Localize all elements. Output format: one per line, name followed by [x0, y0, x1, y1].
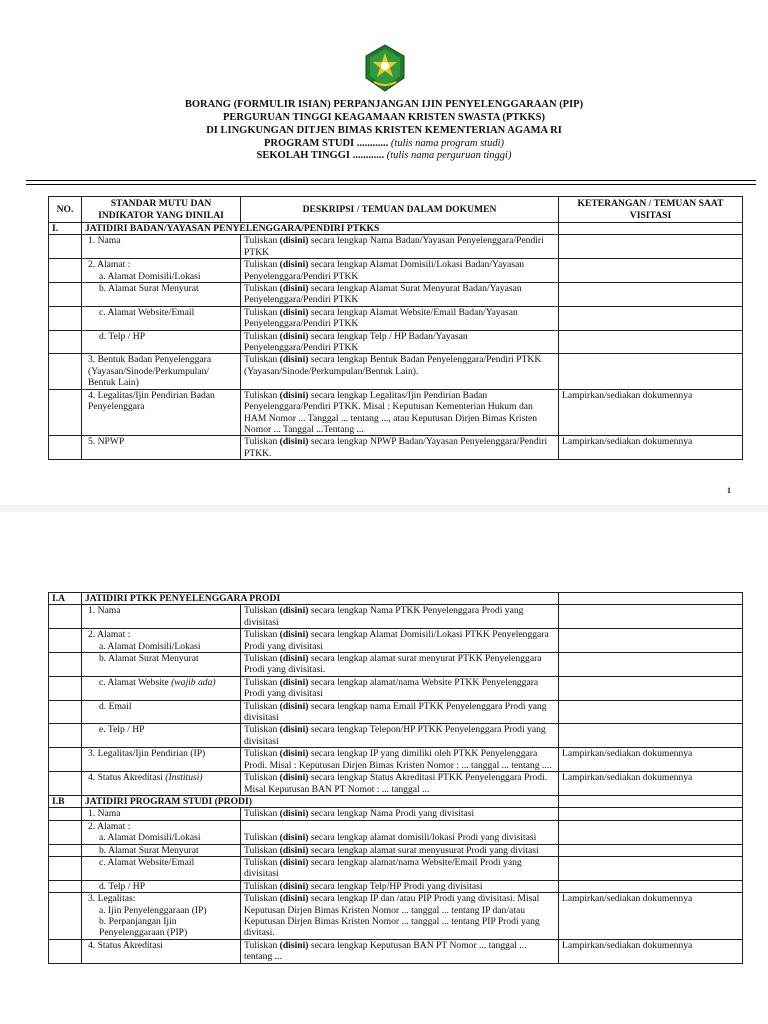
indicator-text: 1. Nama [88, 808, 121, 820]
row-number-cell [49, 939, 82, 963]
description-prefix: Tuliskan [244, 389, 280, 401]
col-header-keterangan: KETERANGAN / TEMUAN SAAT VISITASI [559, 197, 743, 223]
row-number-cell [49, 330, 82, 354]
table-row [49, 700, 743, 724]
indicator-sublabel-text: d. Telp / HP [99, 330, 146, 342]
description-cell [241, 772, 559, 796]
description-prefix: Tuliskan [244, 808, 280, 820]
description-cell [241, 283, 559, 307]
indicator-cell [82, 354, 241, 389]
description-text: secara lengkap Nama Badan/Yayasan Penyelenggara/Pendiri PTKK [244, 235, 544, 258]
indicator-sublabel: b. Perpanjangan Ijin Penyelenggaraan (PIP) [99, 915, 188, 939]
program-studi-label: PROGRAM STUDI ............ [264, 138, 389, 149]
indicator-sublabel: a. Ijin Penyelenggaraan (IP) [99, 904, 207, 916]
description-prefix: Tuliskan [244, 330, 280, 342]
col-header-deskripsi: DESKRIPSI / TEMUAN DALAM DOKUMEN [241, 197, 559, 223]
indicator-label [85, 748, 237, 759]
description-text: secara lengkap IP yang dimiliki oleh PTKK Penyelenggara Prodi. Misal : Keputusan Dirjen Bimas Kristen Nomor : ... tanggal ... tentang .... [244, 748, 552, 771]
description-text: secara lengkap Telp / HP Badan/Yayasan Penyelenggara/Pendiri PTKK [244, 330, 468, 354]
description-text: secara lengkap alamat/nama Website PTKK Penyelenggara Prodi yang divisitasi [244, 676, 539, 700]
note-cell [559, 629, 743, 653]
description-keyword: (disini) [279, 808, 309, 820]
description-cell [241, 605, 559, 629]
indicator-cell [82, 676, 241, 700]
note-cell [559, 880, 743, 892]
section-title: JATIDIRI PROGRAM STUDI (PRODI) [82, 795, 559, 807]
section-empty-cell [559, 223, 743, 235]
indicator-cell [82, 436, 241, 460]
note-cell [559, 724, 743, 748]
table-row [49, 283, 743, 307]
indicator-label [85, 940, 237, 951]
indicator-text: 4. Legalitas/Ijin Pendirian Badan Penyelenggara [88, 389, 215, 413]
row-number-cell [49, 605, 82, 629]
description-keyword: (disini) [279, 330, 309, 342]
table-row [49, 235, 743, 259]
table-row [49, 724, 743, 748]
form-title-line-1: BORANG (FORMULIR ISIAN) PERPANJANGAN IJIN PENYELENGGARAAN (PIP) [184, 99, 584, 110]
description-text: secara lengkap Legalitas/Ijin Pendirian Badan Penyelenggara/Pendiri PTKK. Misal : Keputusan Kementerian Hukum dan HAM Nomor ... Tanggal ... tentang ..., atau Keputusan Dirjen Bimas Kristen Nomor ... Tanggal ...Tentang ... [244, 389, 538, 435]
page-number: 1 [727, 486, 731, 495]
indicator-cell [82, 808, 241, 820]
description-text: secara lengkap nama Email PTKK Penyelenggara Prodi yang divisitasi [244, 700, 547, 724]
description-text: secara lengkap IP dan /atau PIP Prodi yang divisitasi. Misal Keputusan Dirjen Bimas Kristen Nomor ... tanggal ... tentang IP dan/atau Keputusan Dirjen Bimas Kristen Nomor ... tanggal ... tentang PIP Prodi yang divitasi. [244, 893, 540, 939]
description-text: secara lengkap NPWP Badan/Yayasan Penyelenggara/Pendiri PTKK. [244, 436, 548, 459]
indicator-text: 5. NPWP [88, 436, 125, 448]
description-prefix: Tuliskan [244, 259, 280, 271]
description-keyword: (disini) [279, 832, 309, 844]
note-cell: Lampirkan/sediakan dokumennya [559, 389, 743, 436]
description-prefix: Tuliskan [244, 880, 280, 892]
row-number-cell [49, 772, 82, 796]
description-cell [241, 700, 559, 724]
indicator-sublabel-text: c. Alamat Website/Email [99, 856, 195, 868]
indicator-label [85, 436, 237, 447]
description-text: secara lengkap alamat domisili/lokasi Prodi yang divisitasi [308, 832, 537, 844]
table-row [49, 354, 743, 389]
indicator-cell [82, 772, 241, 796]
note-cell [559, 676, 743, 700]
description-prefix: Tuliskan [244, 893, 280, 905]
description-cell [241, 306, 559, 330]
description-text: secara lengkap Nama PTKK Penyelenggara Prodi yang divisitasi [244, 605, 524, 628]
indicator-sublabel-text: d. Email [99, 700, 132, 712]
row-number-cell [49, 724, 82, 748]
note-cell [559, 235, 743, 259]
indicator-sublabel [85, 307, 237, 318]
description-keyword: (disini) [279, 629, 309, 641]
table-row [49, 676, 743, 700]
indicator-sublabel-text: d. Telp / HP [99, 880, 146, 892]
indicator-cell [82, 283, 241, 307]
indicator-label [85, 259, 237, 270]
indicator-note: (Institusi) [165, 772, 203, 784]
section-title: JATIDIRI BADAN/YAYASAN PENYELENGGARA/PENDIRI PTKKS [82, 223, 559, 235]
description-prefix: Tuliskan [244, 605, 280, 617]
note-cell: Lampirkan/sediakan dokumennya [559, 436, 743, 460]
description-cell [241, 724, 559, 748]
indicator-cell [82, 856, 241, 880]
description-text: secara lengkap alamat/nama Website/Email Prodi yang divisitasi [244, 856, 522, 880]
indicator-text: 3. Legalitas: [88, 893, 136, 905]
indicator-sublabel [85, 724, 237, 735]
note-cell [559, 808, 743, 820]
note-cell [559, 856, 743, 880]
indicator-sublabel: a. Alamat Domisili/Lokasi [99, 270, 201, 282]
indicator-sublabel [85, 283, 237, 294]
indicator-label [85, 235, 237, 246]
description-prefix: Tuliskan [244, 306, 280, 318]
table-row [49, 939, 743, 963]
indicator-sublabel [85, 701, 237, 712]
row-number-cell [49, 820, 82, 844]
row-number-cell [49, 354, 82, 389]
indicator-cell [82, 880, 241, 892]
indicator-cell [82, 700, 241, 724]
sekolah-tinggi-label: SEKOLAH TINGGI ............ [256, 150, 385, 161]
description-prefix: Tuliskan [244, 235, 280, 247]
sekolah-tinggi-line [0, 149, 768, 162]
description-prefix: Tuliskan [244, 354, 280, 366]
description-keyword: (disini) [279, 235, 309, 247]
indicator-sublabel-text: b. Alamat Surat Menyurat [99, 844, 199, 856]
indicator-text: 4. Status Akreditasi [88, 772, 166, 784]
description-cell [241, 939, 559, 963]
description-prefix: Tuliskan [244, 653, 280, 665]
row-number-cell [49, 844, 82, 856]
description-keyword: (disini) [279, 700, 309, 712]
description-cell [241, 436, 559, 460]
note-cell [559, 330, 743, 354]
note-cell [559, 306, 743, 330]
description-keyword: (disini) [279, 856, 309, 868]
description-cell [241, 676, 559, 700]
description-cell [241, 354, 559, 389]
table-row [49, 820, 743, 844]
description-keyword: (disini) [279, 893, 309, 905]
table-row [49, 653, 743, 677]
section-row [49, 593, 743, 605]
description-keyword: (disini) [279, 354, 309, 366]
table-row [49, 306, 743, 330]
description-text: secara lengkap Nama Prodi yang divisitasi [308, 808, 475, 820]
description-cell [241, 880, 559, 892]
description-text: secara lengkap Telp/HP Prodi yang divisitasi [308, 880, 483, 892]
indicator-sublabel [85, 845, 237, 856]
indicator-sublabel-text: b. Alamat Surat Menyurat [99, 283, 199, 295]
page-2 [0, 512, 768, 1024]
indicator-cell [82, 389, 241, 436]
description-cell [241, 808, 559, 820]
description-cell [241, 235, 559, 259]
indicator-sublabel-note: (wajib ada) [171, 676, 216, 688]
section-number: I.A [49, 593, 82, 605]
kemenag-emblem-logo [364, 44, 406, 92]
note-cell: Lampirkan/sediakan dokumennya [559, 939, 743, 963]
indicator-text: 2. Alamat : [88, 629, 131, 641]
form-table-page-1 [48, 196, 743, 460]
indicator-sublabel-text: b. Alamat Surat Menyurat [99, 653, 199, 665]
indicator-label [85, 629, 237, 640]
row-number-cell [49, 856, 82, 880]
indicator-sublabel: a. Alamat Domisili/Lokasi [99, 640, 201, 652]
note-cell [559, 283, 743, 307]
indicator-text: 3. Bentuk Badan Penyelenggara (Yayasan/Sinode/Perkumpulan/ Bentuk Lain) [88, 354, 212, 389]
indicator-cell [82, 605, 241, 629]
indicator-cell [82, 893, 241, 940]
indicator-sublabel [85, 677, 237, 688]
indicator-cell [82, 844, 241, 856]
description-text: secara lengkap Bentuk Badan Penyelenggara/Pendiri PTKK (Yayasan/Sinode/Perkumpulan/Bentuk Lain). [244, 354, 542, 377]
description-text: secara lengkap Alamat Domisili/Lokasi Badan/Yayasan Penyelenggara/Pendiri PTKK [244, 259, 525, 282]
row-number-cell [49, 259, 82, 283]
table-row [49, 893, 743, 940]
section-title: JATIDIRI PTKK PENYELENGGARA PRODI [82, 593, 559, 605]
row-number-cell [49, 283, 82, 307]
table-row [49, 772, 743, 796]
description-keyword: (disini) [279, 844, 309, 856]
description-prefix: Tuliskan [244, 629, 280, 641]
row-number-cell [49, 235, 82, 259]
description-text: secara lengkap Status Akreditasi PTKK Penyelenggara Prodi. Misal Keputusan BAN PT Nomot : ... tanggal ... [244, 772, 548, 795]
description-keyword: (disini) [279, 389, 309, 401]
indicator-label [85, 605, 237, 616]
table-row [49, 389, 743, 436]
description-prefix: Tuliskan [244, 724, 280, 736]
section-number: I. [49, 223, 82, 235]
indicator-label [85, 808, 237, 819]
note-cell [559, 354, 743, 389]
table-header-row [49, 197, 743, 223]
form-table-page-2 [48, 592, 743, 964]
header-rule-thin [26, 184, 756, 185]
indicator-label [85, 354, 237, 388]
row-number-cell [49, 389, 82, 436]
table-row [49, 880, 743, 892]
description-keyword: (disini) [279, 939, 309, 951]
indicator-cell [82, 748, 241, 772]
indicator-cell [82, 259, 241, 283]
description-prefix: Tuliskan [244, 700, 280, 712]
table-row [49, 856, 743, 880]
description-cell [241, 653, 559, 677]
table-row [49, 808, 743, 820]
description-keyword: (disini) [279, 676, 309, 688]
row-number-cell [49, 808, 82, 820]
description-cell [241, 893, 559, 940]
note-cell [559, 820, 743, 844]
description-text: secara lengkap Keputusan BAN PT Nomor ... tanggal ... tentang ... [244, 939, 527, 963]
table-row [49, 330, 743, 354]
indicator-sublabel [85, 881, 237, 892]
section-row [49, 795, 743, 807]
indicator-sublabel [85, 331, 237, 342]
description-keyword: (disini) [279, 605, 309, 617]
table-body-page-2 [49, 593, 743, 964]
table-body-page-1 [49, 223, 743, 460]
description-keyword: (disini) [279, 436, 309, 448]
indicator-sublabel-text: c. Alamat Website/Email [99, 306, 195, 318]
description-prefix: Tuliskan [244, 856, 280, 868]
indicator-sublabel: a. Alamat Domisili/Lokasi [99, 832, 201, 844]
description-keyword: (disini) [279, 748, 309, 760]
row-number-cell [49, 629, 82, 653]
description-keyword: (disini) [279, 259, 309, 271]
indicator-text: 3. Legalitas/Ijin Pendirian (IP) [88, 748, 206, 760]
form-title-line-2: PERGURUAN TINGGI KEAGAMAAN KRISTEN SWASTA (PTKKS) [223, 112, 545, 123]
indicator-label [85, 893, 237, 904]
description-prefix: Tuliskan [244, 844, 280, 856]
description-cell [241, 856, 559, 880]
section-number: I.B [49, 795, 82, 807]
description-cell [241, 259, 559, 283]
indicator-cell [82, 235, 241, 259]
indicator-label [85, 390, 237, 413]
form-title-line-3: DI LINGKUNGAN DITJEN BIMAS KRISTEN KEMENTERIAN AGAMA RI [206, 125, 562, 136]
indicator-text: 4. Status Akreditasi [88, 939, 163, 951]
row-number-cell [49, 880, 82, 892]
description-text: secara lengkap Alamat Domisili/Lokasi PTKK Penyelenggara Prodi yang divisitasi [244, 629, 549, 652]
description-cell [241, 820, 559, 844]
note-cell [559, 259, 743, 283]
description-prefix: Tuliskan [244, 772, 280, 784]
table-row [49, 436, 743, 460]
description-keyword: (disini) [279, 653, 309, 665]
indicator-sublabel [85, 653, 237, 664]
note-cell [559, 844, 743, 856]
indicator-sublabel-text: c. Alamat Website [99, 676, 172, 688]
row-number-cell [49, 676, 82, 700]
indicator-sublabel-text: e. Telp / HP [99, 724, 145, 736]
indicator-text: 2. Alamat : [88, 820, 131, 832]
description-cell [241, 748, 559, 772]
description-prefix: Tuliskan [244, 436, 280, 448]
row-number-cell [49, 653, 82, 677]
section-empty-cell [559, 795, 743, 807]
description-keyword: (disini) [279, 283, 309, 295]
row-number-cell [49, 700, 82, 724]
note-cell: Lampirkan/sediakan dokumennya [559, 748, 743, 772]
col-header-standar: STANDAR MUTU DAN INDIKATOR YANG DINILAI [82, 197, 241, 223]
indicator-cell [82, 724, 241, 748]
description-prefix: Tuliskan [244, 283, 280, 295]
indicator-text: 1. Nama [88, 605, 121, 617]
section-row [49, 223, 743, 235]
header-rule-thick [26, 180, 756, 181]
description-text: secara lengkap alamat surat menyusurat Prodi yang divitasi [308, 844, 539, 856]
indicator-cell [82, 629, 241, 653]
description-prefix: Tuliskan [244, 676, 280, 688]
sekolah-tinggi-hint: (tulis nama perguruan tinggi) [384, 150, 512, 161]
description-prefix: Tuliskan [244, 748, 280, 760]
description-prefix: Tuliskan [244, 832, 280, 844]
indicator-label [85, 821, 237, 832]
indicator-cell [82, 820, 241, 844]
indicator-text: 2. Alamat : [88, 259, 131, 271]
note-cell: Lampirkan/sediakan dokumennya [559, 772, 743, 796]
table-row [49, 605, 743, 629]
description-text: secara lengkap Telepon/HP PTKK Penyelenggara Prodi yang divisitasi [244, 724, 546, 747]
row-number-cell [49, 306, 82, 330]
description-keyword: (disini) [279, 880, 309, 892]
row-number-cell [49, 748, 82, 772]
row-number-cell [49, 893, 82, 940]
description-cell [241, 330, 559, 354]
note-cell [559, 700, 743, 724]
row-number-cell [49, 436, 82, 460]
indicator-text: 1. Nama [88, 235, 121, 247]
description-keyword: (disini) [279, 772, 309, 784]
description-text: secara lengkap Alamat Surat Menyurat Badan/Yayasan Penyelenggara/Pendiri PTKK [244, 283, 522, 306]
note-cell: Lampirkan/sediakan dokumennya [559, 893, 743, 940]
col-header-no: NO. [49, 197, 82, 223]
description-prefix: Tuliskan [244, 939, 280, 951]
note-cell [559, 605, 743, 629]
table-row [49, 259, 743, 283]
table-row [49, 844, 743, 856]
description-cell [241, 629, 559, 653]
note-cell [559, 653, 743, 677]
description-text: secara lengkap Alamat Website/Email Badan/Yayasan Penyelenggara/Pendiri PTKK [244, 306, 518, 330]
page-1 [0, 0, 768, 505]
description-text: secara lengkap alamat surat menyurat PTKK Penyelenggara Prodi yang divisitasi. [244, 653, 542, 676]
indicator-cell [82, 330, 241, 354]
indicator-cell [82, 306, 241, 330]
program-studi-hint: (tulis nama program studi) [388, 138, 504, 149]
indicator-cell [82, 653, 241, 677]
description-cell [241, 389, 559, 436]
indicator-label [85, 772, 237, 783]
description-keyword: (disini) [279, 306, 309, 318]
indicator-cell [82, 939, 241, 963]
table-row [49, 629, 743, 653]
section-empty-cell [559, 593, 743, 605]
description-keyword: (disini) [279, 724, 309, 736]
table-row [49, 748, 743, 772]
indicator-sublabel [85, 857, 237, 868]
description-cell [241, 844, 559, 856]
